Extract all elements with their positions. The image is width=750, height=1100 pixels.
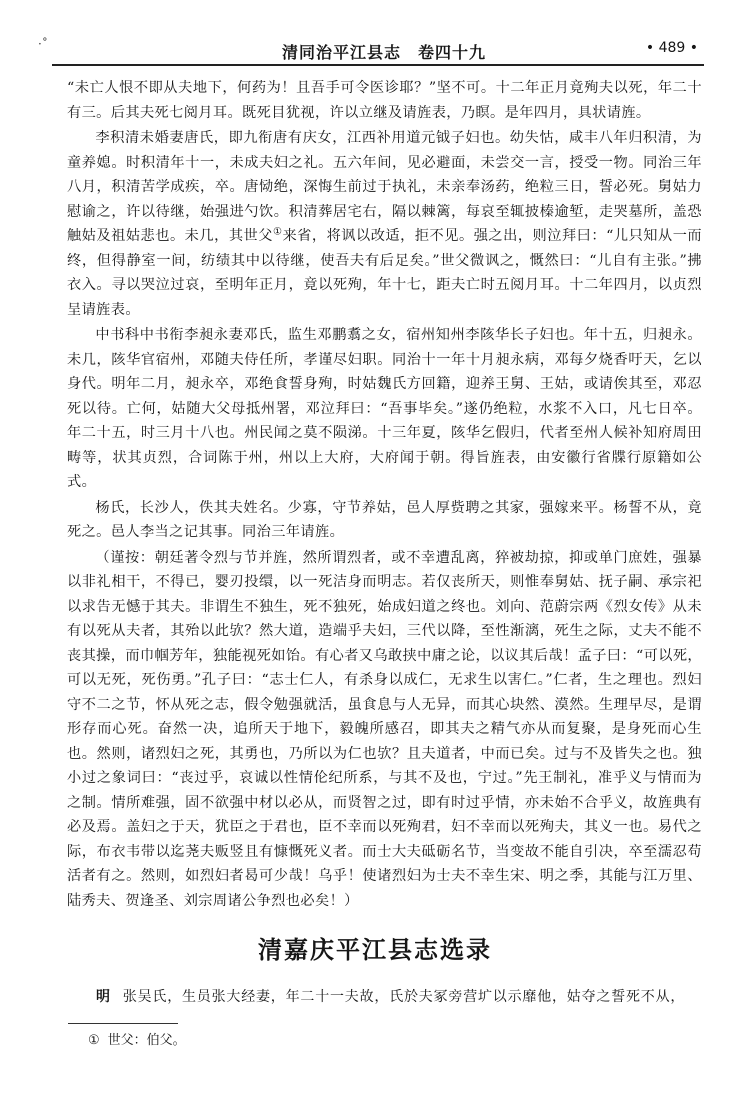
footnote-text: 世父：伯父。 (107, 1033, 186, 1048)
main-text (67, 76, 702, 914)
footnote-number: ① (88, 1033, 100, 1048)
ming-entry-text: 张吴氏，生员张大经妻，年二十一夫故，氏於夫冢旁营圹以示靡他，姑夺之誓死不从， (122, 989, 686, 1005)
page-number: • 489 • (645, 40, 698, 56)
section-title: 清嘉庆平江县志选录 (258, 936, 492, 964)
footnote-divider (68, 1023, 178, 1024)
ming-entry (96, 985, 716, 1009)
footnote (88, 1031, 186, 1051)
paragraph-continued: “未亡人恨不即从夫地下，何药为！且吾手可令医诊耶？”坚不可。十二年正月竟殉夫以死，年二十有三。后其夫死七阅月耳。既死目犹视，许以立继及请旌表，乃瞑。是年四月，具状请旌。 (67, 80, 702, 121)
paragraph-li-deng: 中书科中书衔李昶永妻邓氏，监生邓鹏翥之女，宿州知州李陔华长子妇也。年十五，归昶永。未几，陔华官宿州，邓随夫侍任所，孝谨尽妇职。同治十一年十月昶永病，邓每夕烧香吁天，乞以身代。明年二月，昶永卒，邓绝食誓身殉，时姑魏氏方回籍，迎养王舅、王姑，或请俟其至，邓忍死以待。亡何，姑随大父母抵州署，邓泣拜曰：“吾事毕矣。”遂仍绝粒，水浆不入口，凡七日卒。年二十五，时三月十八也。州民闻之莫不陨涕。十三年夏，陔华乞假归，代者至州人候补知府周田畴等，状其贞烈，合词陈于州，州以上大府，大府闻于朝。得旨旌表，由安徽行省牒行原籍如公式。 (67, 327, 702, 490)
running-header (52, 36, 704, 66)
paragraph-yang: 杨氏，长沙人，佚其夫姓名。少寡，守节养姑，邑人厚赀聘之其家，强嫁来平。杨誓不从，竟死之。邑人李当之记其事。同治三年请旌。 (67, 499, 702, 540)
header-title: 清同治平江县志 卷四十九 (282, 43, 487, 62)
scan-mark: ·˚ (38, 37, 48, 51)
paragraph-li-tang-part1: 李积清未婚妻唐氏，即九衔唐有庆女，江西补用道元钺子妇也。幼失怙，咸丰八年归积清，为童养媳。时积清年十一，未成夫妇之礼。五六年间，见必避面，未尝交一言，授受一物。同治三年八月，积清苦学成疾，卒。唐恸绝，深悔生前过于执礼，未亲奉汤药，绝粒三日，誓必死。舅姑力慰谕之，许以待继，始强进勺饮。积清葬居宅右，隔以棘篱，每哀至辄披榛逾堑，走哭墓所，盖恐触姑及祖姑悲也。未几，其世父 (67, 130, 702, 244)
footnote-marker: ① (272, 226, 283, 238)
paragraph-li-tang (67, 126, 702, 322)
editor-note: （谨按：朝廷著令烈与节并旌，然所谓烈者，或不幸遭乱离，猝被劫掠，抑或单门庶姓，强暴以非礼相干，不得已，婴刃投缳，以一死洁身而明志。若仅丧所天，则惟奉舅姑、抚子嗣、承宗祀以求告无憾于其夫。非谓生不独生，死不独死，始成妇道之终也。刘向、范蔚宗两《烈女传》从未有以死从夫者，其殆以此欤？然大道，造端乎夫妇，三代以降，至性渐漓，死生之际，丈夫不能不丧其操，而巾帼芳年，独能视死如饴。有心者又乌敢挟中庸之论，以议其后哉！孟子曰：“可以死，可以无死，死伤勇。”孔子曰：“志士仁人，有杀身以成仁，无求生以害仁。”仁者，生之理也。烈妇守不二之节，怀从死之志，假令勉强就活，虽食息与人无异，而其心块然、漠然。生理早尽，是谓形存而心死。奋然一决，追所天于地下，毅魄所感召，即其夫之精气亦从而复聚，是身死而心生也。然则，诸烈妇之死，其勇也，乃所以为仁也欤？且夫道者，中而已矣。过与不及皆失之也。独小过之象词曰：“丧过乎，哀诚以性情伦纪所系，与其不及也，宁过。”先王制礼，准乎义与情而为之制。情所难强，固不欲强中材以必从，而贤智之过，即有时过乎情，亦未始不合乎义，故旌典有必及焉。盖妇之于天，犹臣之于君也，臣不幸而以死殉君，妇不幸而以死殉夫，其义一也。易代之际，布衣韦带以迄荛夫贩竖且有慷慨死义者。而士大夫砥砺名节，当变故不能自引决，卒至濡忍苟活者有之。然则，如烈妇者曷可少哉！乌乎！使诸烈妇为士夫不幸生宋、明之季，其能与江万里、陆秀夫、贺逢圣、刘宗周诸公争烈也必矣！） (67, 549, 702, 909)
paragraph-li-tang-part2: 来省，将讽以改适，拒不见。强之出，则泣拜曰：“儿只知从一而终，但得静室一间，纺绩其中以待继，使吾夫有后足矣。”世父微讽之，慨然曰：“儿自有主张。”拂衣入。寻以哭泣过哀，至明年正月，竟以死殉，年十七，距夫亡时五阅月耳。十二年四月，以贞烈呈请旌表。 (67, 228, 702, 318)
ming-label: 明 (96, 989, 111, 1005)
